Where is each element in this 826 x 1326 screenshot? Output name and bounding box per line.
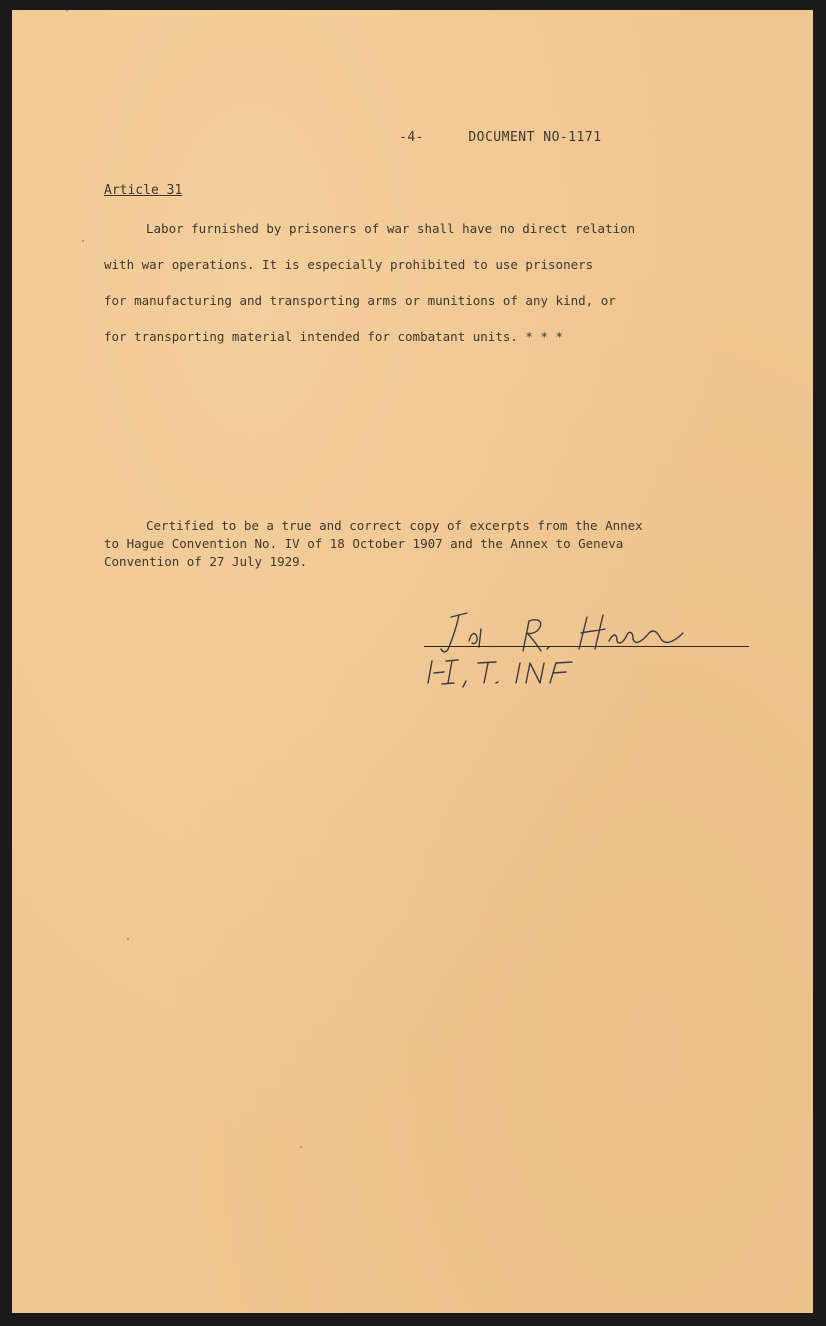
page-number: -4- bbox=[399, 130, 424, 145]
paper-speck bbox=[127, 938, 129, 940]
article-line: for manufacturing and transporting arms or munitions of any kind, or bbox=[104, 293, 616, 308]
handwritten-title bbox=[422, 653, 662, 689]
page-header bbox=[399, 130, 602, 145]
certification-line: Certified to be a true and correct copy of excerpts from the Annex bbox=[146, 518, 643, 533]
article-line: Labor furnished by prisoners of war shall have no direct relation bbox=[146, 221, 636, 236]
paper-speck bbox=[82, 240, 84, 242]
article-line: for transporting material intended for combatant units. * * * bbox=[104, 329, 564, 344]
certification-statement bbox=[104, 517, 752, 571]
certification-line: Convention of 27 July 1929. bbox=[104, 554, 308, 569]
signature-line bbox=[424, 646, 749, 647]
article-title: Article 31 bbox=[104, 183, 183, 198]
certification-line: to Hague Convention No. IV of 18 October 1907 and the Annex to Geneva bbox=[104, 536, 624, 551]
document-number: DOCUMENT NO-1171 bbox=[468, 130, 602, 145]
article-body bbox=[104, 211, 704, 355]
document-page bbox=[12, 10, 813, 1313]
article-line: with war operations. It is especially prohibited to use prisoners bbox=[104, 257, 594, 272]
paper-speck bbox=[300, 1146, 302, 1148]
paper-speck bbox=[66, 10, 68, 12]
